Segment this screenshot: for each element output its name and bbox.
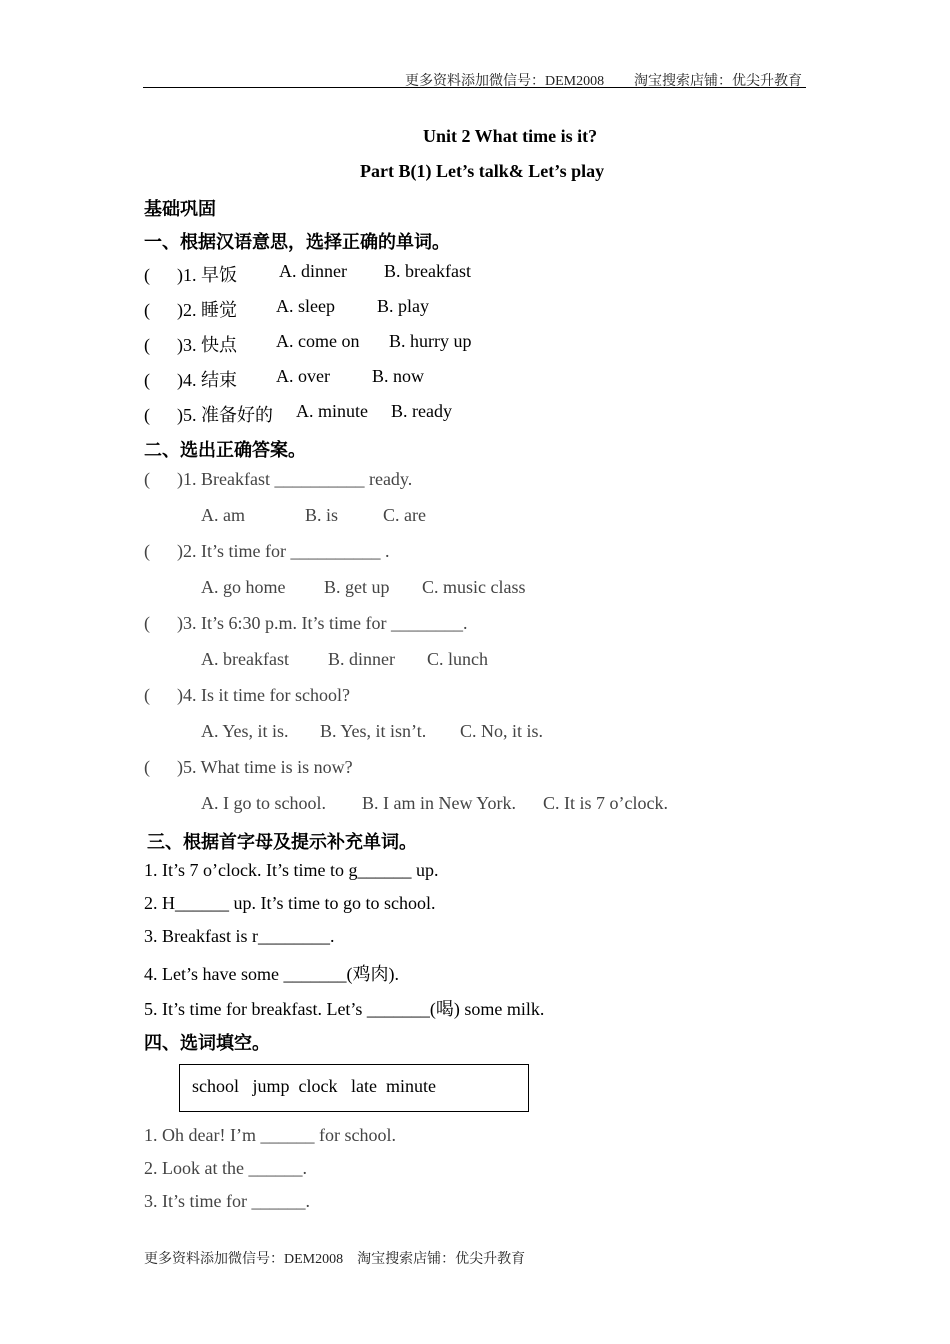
s2-item-2-stem <box>144 541 389 562</box>
page-subtitle: Part B(1) Let’s talk& Let’s play <box>360 161 605 181</box>
s2-item-1-options <box>201 505 426 526</box>
answer-paren: ( <box>144 300 150 320</box>
item-chinese: 结束 <box>201 370 237 390</box>
word-box-words: school jump clock late minute <box>192 1076 436 1096</box>
answer-paren: ( <box>144 613 150 633</box>
s1-item-2 <box>144 296 429 322</box>
answer-paren: ( <box>144 265 150 285</box>
item-number: )5. <box>177 405 197 425</box>
section3-heading: 三、根据首字母及提示补充单词。 <box>147 832 417 852</box>
s3-item-4: 4. Let’s have some _______(鸡肉). <box>144 964 399 984</box>
s4-item-3: 3. It’s time for ______. <box>144 1191 310 1211</box>
option-b: B. play <box>377 296 429 316</box>
option-a: A. sleep <box>276 296 335 316</box>
s2-item-5-options <box>201 793 668 814</box>
answer-paren: ( <box>144 370 150 390</box>
option-a: A. minute <box>296 401 368 421</box>
option-c: C. It is 7 o’clock. <box>543 793 668 813</box>
question-text: )2. It’s time for __________ . <box>177 541 390 561</box>
s3-item-3: 3. Breakfast is r________. <box>144 926 335 946</box>
answer-paren: ( <box>144 469 150 489</box>
header-rule <box>143 87 806 88</box>
option-a: A. over <box>276 366 330 386</box>
question-text: )3. It’s 6:30 p.m. It’s time for ________. <box>177 613 468 633</box>
item-chinese: 早饭 <box>201 265 237 285</box>
header-wechat: 更多资料添加微信号：DEM2008 <box>405 74 605 89</box>
s3-item-2: 2. H______ up. It’s time to go to school. <box>144 893 436 913</box>
item-number: )4. <box>177 370 197 390</box>
footer: 更多资料添加微信号：DEM2008 淘宝搜索店铺：优尖升教育 <box>144 1252 526 1267</box>
s3-item-1: 1. It’s 7 o’clock. It’s time to g______ up. <box>144 860 439 880</box>
item-chinese: 准备好的 <box>201 405 273 425</box>
s2-item-4-options <box>201 721 544 742</box>
page-title: Unit 2 What time is it? <box>423 126 598 146</box>
s1-item-1 <box>144 261 471 287</box>
section2-heading: 二、选出正确答案。 <box>144 440 306 460</box>
option-c: C. are <box>383 505 426 525</box>
option-b: B. breakfast <box>384 261 471 281</box>
s2-item-3-stem <box>144 613 467 634</box>
option-b: B. I am in New York. <box>362 793 517 813</box>
s4-item-2: 2. Look at the ______. <box>144 1158 307 1178</box>
answer-paren: ( <box>144 685 150 705</box>
option-a: A. dinner <box>279 261 347 281</box>
s4-item-1: 1. Oh dear! I’m ______ for school. <box>144 1125 396 1145</box>
option-a: A. come on <box>276 331 360 351</box>
item-chinese: 睡觉 <box>201 300 237 320</box>
s3-item-5: 5. It’s time for breakfast. Let’s _______(喝) some milk. <box>144 999 545 1019</box>
option-c: C. music class <box>422 577 526 597</box>
option-b: B. now <box>372 366 425 386</box>
s2-item-4-stem <box>144 685 350 706</box>
option-c: C. No, it is. <box>460 721 544 741</box>
option-a: A. breakfast <box>201 649 289 669</box>
s2-item-5-stem <box>144 757 353 778</box>
header-shop: 淘宝搜索店铺：优尖升教育 <box>634 74 802 89</box>
option-c: C. lunch <box>427 649 488 669</box>
option-b: B. ready <box>391 401 452 421</box>
s2-item-2-options <box>201 577 526 598</box>
option-a: A. Yes, it is. <box>201 721 289 741</box>
item-number: )1. <box>177 265 197 285</box>
option-a: A. I go to school. <box>201 793 326 813</box>
s1-item-5 <box>144 401 452 427</box>
option-a: A. am <box>201 505 245 525</box>
s2-item-3-options <box>201 649 488 670</box>
answer-paren: ( <box>144 335 150 355</box>
section4-heading: 四、选词填空。 <box>144 1033 270 1053</box>
option-b: B. is <box>305 505 339 525</box>
question-text: )4. Is it time for school? <box>177 685 350 705</box>
item-number: )2. <box>177 300 197 320</box>
item-number: )3. <box>177 335 197 355</box>
s1-item-4 <box>144 366 425 392</box>
word-box <box>179 1064 529 1112</box>
answer-paren: ( <box>144 405 150 425</box>
s2-item-1-stem <box>144 469 412 490</box>
question-text: )5. What time is is now? <box>177 757 353 777</box>
question-text: )1. Breakfast __________ ready. <box>177 469 413 489</box>
answer-paren: ( <box>144 541 150 561</box>
answer-paren: ( <box>144 757 150 777</box>
option-a: A. go home <box>201 577 286 597</box>
option-b: B. hurry up <box>389 331 472 351</box>
option-b: B. get up <box>324 577 390 597</box>
section1-heading: 一、根据汉语意思，选择正确的单词。 <box>144 232 450 252</box>
option-b: B. Yes, it isn’t. <box>320 721 427 741</box>
item-chinese: 快点 <box>201 335 237 355</box>
option-b: B. dinner <box>328 649 395 669</box>
intro-heading: 基础巩固 <box>144 199 216 219</box>
s1-item-3 <box>144 331 472 357</box>
